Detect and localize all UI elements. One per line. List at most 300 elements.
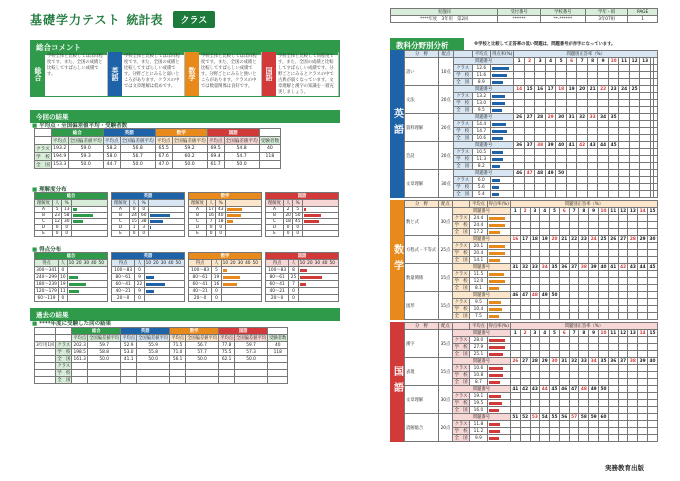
question-rate-cell [514, 177, 525, 184]
question-number: 46 [561, 386, 568, 392]
question-rate-cell [530, 344, 540, 351]
avg-value: 20.1 [470, 243, 487, 250]
question-rate-cell [520, 372, 530, 379]
question-rate-cell [545, 149, 556, 156]
score-dist-subhead: ■ 得点分布 [32, 245, 61, 253]
question-number: 20 [551, 236, 558, 242]
question-rate-cell [530, 337, 540, 344]
question-rate-cell [587, 65, 598, 72]
question-rate-cell [598, 65, 609, 72]
question-number: 13 [629, 208, 636, 214]
dist-count: 19 [60, 281, 66, 287]
question-rate-cell [569, 351, 579, 358]
question-number: 37 [571, 264, 578, 270]
question-rate-cell [608, 215, 618, 222]
avg-value: 61.7 [207, 161, 224, 169]
avg-col-head: 全国偏差値平均 [225, 138, 258, 144]
dist-col-head: 人 [59, 260, 68, 267]
question-rate-cell [514, 72, 525, 79]
row-label: 学 校 [452, 344, 469, 351]
question-rate-cell [540, 215, 550, 222]
question-rate-cell [550, 379, 560, 386]
question-rate-cell [520, 229, 530, 236]
question-number: 30 [551, 358, 558, 364]
question-rate-cell [510, 271, 520, 278]
question-number [619, 142, 630, 149]
row-label: クラス [452, 299, 469, 306]
question-rate-cell [598, 191, 609, 198]
question-rate-cell [510, 285, 520, 292]
question-rate-cell [556, 65, 567, 72]
question-rate-cell [550, 421, 560, 428]
question-rate-cell [566, 72, 577, 79]
rate-bar [489, 423, 501, 426]
rate-bar [492, 158, 503, 161]
row-label: 学 校 [452, 400, 469, 407]
question-rate-cell [577, 79, 588, 86]
question-rate-cell [648, 372, 658, 379]
past-value: 202.3 [73, 342, 86, 348]
grade-bar [73, 208, 77, 211]
question-rate-cell [510, 344, 520, 351]
grade-count: 1 [129, 225, 139, 231]
row-label: クラス [452, 337, 469, 344]
question-rate-cell [618, 250, 628, 257]
question-rate-cell [640, 177, 651, 184]
field-name: 文章理解 [405, 386, 439, 414]
question-rate-cell [648, 365, 658, 372]
past-col-head: 平均点 [220, 336, 234, 341]
question-number: 44 [639, 264, 646, 270]
rate-bar [489, 353, 503, 356]
question-rate-cell [638, 257, 648, 264]
question-rate-cell [599, 299, 609, 306]
question-rate-cell [640, 156, 651, 163]
corner-cell [56, 335, 72, 342]
question-number [587, 170, 598, 177]
question-number: 26 [610, 236, 617, 242]
question-number: 24 [619, 86, 630, 93]
subject-head: 数学 [170, 328, 219, 335]
question-number: 50 [551, 292, 558, 298]
rate-bar [489, 381, 501, 384]
question-rate-cell [530, 229, 540, 236]
question-rate-cell [648, 393, 658, 400]
past-col-head: 平均点 [73, 336, 87, 341]
rate-bar [492, 81, 503, 84]
question-rate-cell [540, 243, 550, 250]
question-number: 17 [522, 236, 529, 242]
question-rate-cell [550, 393, 560, 400]
question-rate-cell [654, 121, 658, 128]
grade-label: E [35, 231, 53, 237]
row-label: 学 校 [57, 371, 71, 376]
dist-band: 20〜0 [112, 295, 135, 302]
question-rate-cell [540, 337, 550, 344]
dist-band: 40〜21 [189, 288, 212, 295]
rate-bar [489, 308, 503, 311]
question-number: 5 [550, 208, 560, 215]
question-rate-cell [530, 379, 540, 386]
question-rate-cell [587, 79, 598, 86]
question-rate-cell [648, 250, 658, 257]
question-rate-cell [579, 344, 589, 351]
grade-pct: 5 [293, 207, 303, 213]
avg-col-head: 平均点 [156, 138, 171, 144]
question-rate-cell [589, 250, 599, 257]
question-number: 19 [566, 86, 577, 93]
question-rate-cell [599, 344, 609, 351]
question-rate-cell [629, 177, 640, 184]
grade-bar [227, 208, 242, 211]
dist-count: 0 [59, 267, 68, 274]
field-name: 方程式・不等式 [405, 236, 439, 264]
rate-cell [487, 271, 510, 278]
question-number: 9 [589, 330, 599, 337]
row-label: クラス [453, 93, 472, 100]
rate-cell [487, 313, 510, 320]
question-rate-cell [599, 250, 609, 257]
past-value: 59.7 [235, 342, 268, 349]
question-rate-cell [550, 372, 560, 379]
info-value: 3年07組 [586, 16, 628, 23]
row-label-head [452, 201, 469, 208]
question-rate-cell [629, 121, 640, 128]
question-rate-cell [648, 271, 658, 278]
grade-label: A [35, 207, 53, 213]
dist-scale-tick: 10 [145, 260, 152, 266]
question-rate-cell [535, 72, 546, 79]
past-value [186, 370, 219, 377]
past-value [121, 370, 137, 377]
field-col-head: 分 野 [405, 323, 439, 330]
grade-bar [304, 214, 321, 217]
question-rate-cell [608, 250, 618, 257]
avg-value: 58.2 [103, 145, 120, 153]
row-label: クラス [452, 215, 469, 222]
question-number: 28 [535, 114, 546, 121]
question-rate-cell [598, 128, 609, 135]
question-number: 14 [639, 208, 646, 214]
question-rate-cell [550, 435, 560, 442]
question-rate-cell [608, 372, 618, 379]
avg-table [34, 128, 281, 169]
question-rate-cell [569, 421, 579, 428]
dist-band: 20〜0 [189, 295, 212, 302]
question-rate-cell [559, 285, 569, 292]
question-number: 11 [610, 208, 617, 214]
avg-col-head: 平均点 [208, 138, 223, 144]
question-rate-cell [559, 313, 569, 320]
question-rate-cell [569, 365, 579, 372]
question-rate-cell [638, 271, 648, 278]
grade-bar [304, 220, 319, 223]
question-title: 問題別正答率（%） [510, 323, 657, 330]
grade-count: 17 [206, 207, 216, 213]
avg-value: 60.2 [172, 153, 207, 161]
dist-bar-cell [221, 295, 261, 302]
question-rate-cell [559, 257, 569, 264]
row-label-head [452, 323, 469, 330]
question-rate-cell [628, 313, 638, 320]
grade-label: E [266, 231, 284, 237]
grade-count: 5 [52, 207, 62, 213]
past-term: 3年用1回 [36, 343, 55, 348]
area-analysis-table [404, 50, 658, 198]
comment-subject-tag: 総合 [31, 52, 45, 96]
dist-count: 19 [213, 274, 220, 280]
question-rate-cell [599, 365, 609, 372]
question-number [618, 414, 628, 421]
question-rate-cell [589, 271, 599, 278]
question-number [640, 114, 651, 121]
question-number: 47 [524, 170, 535, 177]
question-rate-cell [524, 149, 535, 156]
question-rate-cell [530, 285, 540, 292]
question-number: 32 [522, 264, 529, 270]
question-rate-cell [520, 243, 530, 250]
question-number-label: 問題番号 [453, 86, 513, 93]
question-rate-cell [514, 191, 525, 198]
question-rate-cell [514, 163, 525, 170]
question-rate-cell [530, 428, 540, 435]
question-rate-cell [608, 229, 618, 236]
avg-value: 65.5 [155, 145, 172, 153]
dist-count: 10 [60, 274, 66, 280]
rate-bar [492, 95, 505, 98]
question-rate-cell [618, 435, 628, 442]
question-number: 28 [629, 236, 636, 242]
dist-count: 5 [212, 267, 221, 274]
question-rate-cell [648, 222, 658, 229]
question-number [640, 86, 651, 93]
question-rate-cell [579, 257, 589, 264]
question-rate-cell [520, 365, 530, 372]
question-rate-cell [514, 184, 525, 191]
question-rate-cell [559, 278, 569, 285]
question-number [629, 170, 640, 177]
past-value [186, 377, 219, 384]
avg-col-head: 平均点 [472, 51, 491, 58]
question-rate-cell [520, 271, 530, 278]
question-rate-cell [599, 229, 609, 236]
past-value [88, 370, 121, 377]
level-col-head: 理解度 [189, 200, 207, 207]
question-rate-cell [530, 421, 540, 428]
grade-label: C [266, 219, 284, 225]
question-rate-cell [577, 149, 588, 156]
grade-bar-cell [149, 231, 185, 237]
question-rate-cell [654, 72, 658, 79]
question-rate-cell [628, 278, 638, 285]
grade-bar [150, 214, 170, 217]
question-rate-cell [579, 435, 589, 442]
question-number: 7 [577, 58, 588, 65]
dist-scale-tick: 10 [68, 260, 75, 266]
question-number: 4 [540, 208, 550, 215]
avg-value: 50.0 [120, 161, 155, 169]
question-rate-cell [589, 428, 599, 435]
rate-cell [487, 365, 510, 372]
question-rate-cell [510, 257, 520, 264]
past-value [121, 363, 137, 370]
question-rate-cell [608, 299, 618, 306]
question-rate-cell [569, 428, 579, 435]
question-rate-cell [510, 393, 520, 400]
dist-bar-cell [298, 288, 338, 295]
comment-text: 学校全体と比較して同程度です。また、全国の成績と比較してすばらしい成績です。分野ごとにみるとクラスの中で古典が弱くなっています。文章理解と漢字の知識を一層充実しましょう。 [276, 52, 339, 96]
question-rate-cell [608, 421, 618, 428]
question-number: 42 [522, 386, 529, 392]
avg-value: 59.0 [68, 145, 103, 153]
question-rate-cell [589, 421, 599, 428]
question-rate-cell [629, 65, 640, 72]
question-rate-cell [608, 222, 618, 229]
question-rate-cell [520, 435, 530, 442]
field-name: 図形 [405, 292, 439, 320]
question-rate-cell [638, 222, 648, 229]
rate-cell [487, 337, 510, 344]
question-rate-cell [640, 149, 651, 156]
avg-col-head: 全国偏差値平均 [121, 138, 154, 144]
row-label: クラス [36, 146, 50, 152]
question-rate-cell [530, 243, 540, 250]
question-rate-cell [618, 351, 628, 358]
question-number [638, 292, 648, 299]
question-number-label: 問題番号 [453, 114, 513, 121]
question-rate-cell [545, 79, 556, 86]
area-analysis-table [404, 200, 658, 320]
question-rate-cell [599, 400, 609, 407]
points-col-head: 配点 [439, 51, 454, 58]
question-rate-cell [619, 93, 630, 100]
report-title: 基礎学力テスト [30, 12, 121, 27]
grade-pct: 0 [293, 225, 303, 231]
rate-cell [491, 163, 514, 170]
question-rate-cell [550, 407, 560, 414]
question-number: 49 [541, 292, 548, 298]
question-rate-cell [618, 393, 628, 400]
question-rate-cell [524, 93, 535, 100]
question-number: 29 [545, 114, 556, 121]
grade-pct: 30 [62, 219, 72, 225]
subject-head: 国語 [219, 328, 268, 335]
question-rate-cell [530, 257, 540, 264]
question-number: 17 [545, 86, 556, 93]
question-rate-cell [628, 337, 638, 344]
rate-bar [489, 367, 503, 370]
question-rate-cell [545, 93, 556, 100]
question-rate-cell [510, 250, 520, 257]
question-rate-cell [510, 428, 520, 435]
grade-bar [227, 220, 233, 223]
question-rate-cell [569, 393, 579, 400]
avg-value: 14.4 [472, 121, 491, 128]
row-label: クラス [452, 365, 469, 372]
question-rate-cell [638, 215, 648, 222]
question-number: 21 [561, 236, 568, 242]
question-rate-cell [654, 93, 658, 100]
question-number: 14 [514, 86, 525, 93]
past-value [137, 363, 170, 370]
rate-cell [491, 156, 514, 163]
question-rate-cell [545, 163, 556, 170]
corner-cell [35, 129, 52, 137]
question-number: 43 [531, 386, 538, 392]
question-rate-cell [579, 421, 589, 428]
question-rate-cell [589, 229, 599, 236]
dist-bar-cell [67, 288, 107, 295]
row-label: クラス [452, 393, 469, 400]
question-rate-cell [514, 100, 525, 107]
question-rate-cell [579, 278, 589, 285]
question-rate-cell [579, 372, 589, 379]
question-rate-cell [587, 163, 598, 170]
question-rate-cell [577, 65, 588, 72]
question-rate-cell [559, 428, 569, 435]
past-value: 53.0 [121, 349, 137, 356]
row-label: 学 校 [453, 156, 472, 163]
question-rate-cell [587, 121, 598, 128]
question-rate-cell [629, 163, 640, 170]
grade-count: 0 [283, 225, 293, 231]
dist-bar-cell [144, 267, 184, 274]
past-value [268, 377, 288, 384]
question-rate-cell [545, 177, 556, 184]
question-rate-cell [608, 306, 618, 313]
question-number: 4 [545, 58, 556, 65]
dist-scale [221, 260, 261, 267]
level-subhead: ■ 理解度分布 [32, 185, 67, 193]
question-number [589, 292, 599, 299]
question-number: 18 [556, 86, 567, 93]
question-rate-cell [618, 215, 628, 222]
question-rate-cell [535, 184, 546, 191]
question-number: 51 [512, 414, 519, 420]
question-number: 36 [561, 264, 568, 270]
question-rate-cell [559, 400, 569, 407]
field-name: 語い [405, 58, 439, 86]
dist-bar-cell [67, 281, 107, 288]
dist-band: 80〜61 [189, 274, 212, 281]
row-label: 学 校 [36, 154, 50, 160]
past-value [219, 363, 235, 370]
question-rate-cell [550, 278, 560, 285]
question-rate-cell [520, 337, 530, 344]
question-rate-cell [530, 299, 540, 306]
grade-label: C [35, 219, 53, 225]
question-number: 10 [600, 330, 607, 336]
rate-cell [487, 243, 510, 250]
question-rate-cell [540, 435, 550, 442]
rate-bar [489, 430, 500, 433]
question-rate-cell [550, 243, 560, 250]
question-rate-cell [550, 344, 560, 351]
rate-cell [487, 435, 510, 442]
question-number: 34 [590, 358, 597, 364]
avg-value: 59.2 [172, 145, 207, 153]
question-rate-cell [535, 100, 546, 107]
question-rate-cell [556, 191, 567, 198]
question-number: 29 [541, 358, 548, 364]
question-rate-cell [629, 149, 640, 156]
grade-pct: 0 [216, 231, 226, 237]
rate-cell [487, 400, 510, 407]
question-number-label: 問題番号 [452, 264, 510, 271]
rate-cell [487, 351, 510, 358]
avg-value: 59.3 [68, 153, 103, 161]
rate-cell [491, 191, 514, 198]
